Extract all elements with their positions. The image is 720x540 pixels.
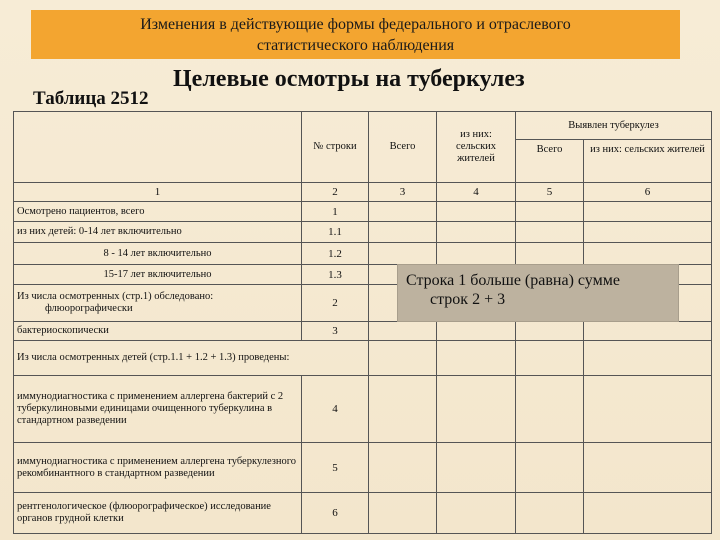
data-cell[interactable]	[584, 341, 712, 376]
row-number: 1.2	[302, 243, 369, 265]
header-total: Всего	[369, 112, 437, 183]
data-cell[interactable]	[369, 243, 437, 265]
data-cell[interactable]	[437, 202, 516, 222]
row-label: Из числа осмотренных детей (стр.1.1 + 1.2 + 1.3) проведены:	[14, 341, 369, 376]
data-cell[interactable]	[369, 202, 437, 222]
data-cell[interactable]	[516, 376, 584, 443]
table-row	[14, 243, 712, 265]
header-blank	[14, 112, 302, 183]
row-label-main: Из числа осмотренных (стр.1) обследовано:	[17, 291, 214, 302]
data-cell[interactable]	[584, 202, 712, 222]
column-number: 3	[369, 183, 437, 202]
row-label: 8 - 14 лет включительно	[14, 243, 302, 265]
column-number: 5	[516, 183, 584, 202]
data-cell[interactable]	[437, 376, 516, 443]
statistics-table	[13, 111, 712, 534]
data-cell[interactable]	[437, 322, 516, 341]
data-cell[interactable]	[437, 222, 516, 243]
data-cell[interactable]	[516, 341, 584, 376]
row-label: 15-17 лет включительно	[14, 265, 302, 285]
data-cell[interactable]	[437, 443, 516, 493]
data-cell[interactable]	[369, 493, 437, 534]
row-number: 1.1	[302, 222, 369, 243]
row-label: рентгенологическое (флюорографическое) исследование органов грудной клетки	[14, 493, 302, 534]
data-cell[interactable]	[516, 243, 584, 265]
banner-line-1: Изменения в действующие формы федерального и отраслевого	[140, 16, 571, 33]
column-number-row	[14, 183, 712, 202]
data-cell[interactable]	[369, 222, 437, 243]
table-row	[14, 376, 712, 443]
table-row	[14, 341, 712, 376]
row-label: иммунодиагностика с применением аллергена бактерий с 2 туберкулиновыми единицами очищенного туберкулина в стандартном разведении	[14, 376, 302, 443]
header-row-no: № строки	[302, 112, 369, 183]
data-cell[interactable]	[437, 493, 516, 534]
row-label: иммунодиагностика с применением аллергена туберкулезного рекомбинантного в стандартном разведении	[14, 443, 302, 493]
note-line-2: строк 2 + 3	[430, 291, 506, 308]
validation-note	[397, 264, 679, 322]
data-cell[interactable]	[516, 493, 584, 534]
row-number: 4	[302, 376, 369, 443]
data-cell[interactable]	[369, 443, 437, 493]
column-number: 2	[302, 183, 369, 202]
header-banner	[31, 10, 680, 59]
header-row-top	[14, 112, 712, 140]
data-cell[interactable]	[584, 322, 712, 341]
row-label: из них детей: 0-14 лет включительно	[14, 222, 302, 243]
column-number: 4	[437, 183, 516, 202]
column-number: 6	[584, 183, 712, 202]
data-cell[interactable]	[584, 443, 712, 493]
header-detected-rural: из них: сельских жителей	[584, 140, 712, 183]
column-number: 1	[14, 183, 302, 202]
header-rural: из них: сельских жителей	[437, 112, 516, 183]
table-row	[14, 322, 712, 341]
data-cell[interactable]	[516, 443, 584, 493]
row-number: 5	[302, 443, 369, 493]
row-number: 6	[302, 493, 369, 534]
banner-line-2: статистического наблюдения	[256, 37, 455, 54]
data-cell[interactable]	[584, 243, 712, 265]
header-detected-total: Всего	[516, 140, 584, 183]
data-cell[interactable]	[584, 222, 712, 243]
note-line-1: Строка 1 больше (равна) сумме	[406, 272, 620, 289]
row-label	[14, 285, 302, 322]
data-cell[interactable]	[437, 341, 516, 376]
data-cell[interactable]	[369, 376, 437, 443]
row-label: Осмотрено пациентов, всего	[14, 202, 302, 222]
data-cell[interactable]	[516, 222, 584, 243]
data-cell[interactable]	[369, 322, 437, 341]
row-number: 1.3	[302, 265, 369, 285]
table-row	[14, 202, 712, 222]
table-row	[14, 443, 712, 493]
data-cell[interactable]	[516, 202, 584, 222]
data-cell[interactable]	[437, 243, 516, 265]
row-number: 2	[302, 285, 369, 322]
data-cell[interactable]	[369, 341, 437, 376]
row-label: бактериоскопически	[14, 322, 302, 341]
table-row	[14, 493, 712, 534]
data-cell[interactable]	[584, 493, 712, 534]
data-cell[interactable]	[516, 322, 584, 341]
row-number: 1	[302, 202, 369, 222]
data-cell[interactable]	[584, 376, 712, 443]
header-detected-group: Выявлен туберкулез	[516, 112, 712, 140]
page-title: Целевые осмотры на туберкулез	[173, 66, 525, 92]
table-row	[14, 222, 712, 243]
row-label-sub: флюорографически	[45, 303, 133, 314]
table-label: Таблица 2512	[33, 88, 149, 109]
row-number: 3	[302, 322, 369, 341]
